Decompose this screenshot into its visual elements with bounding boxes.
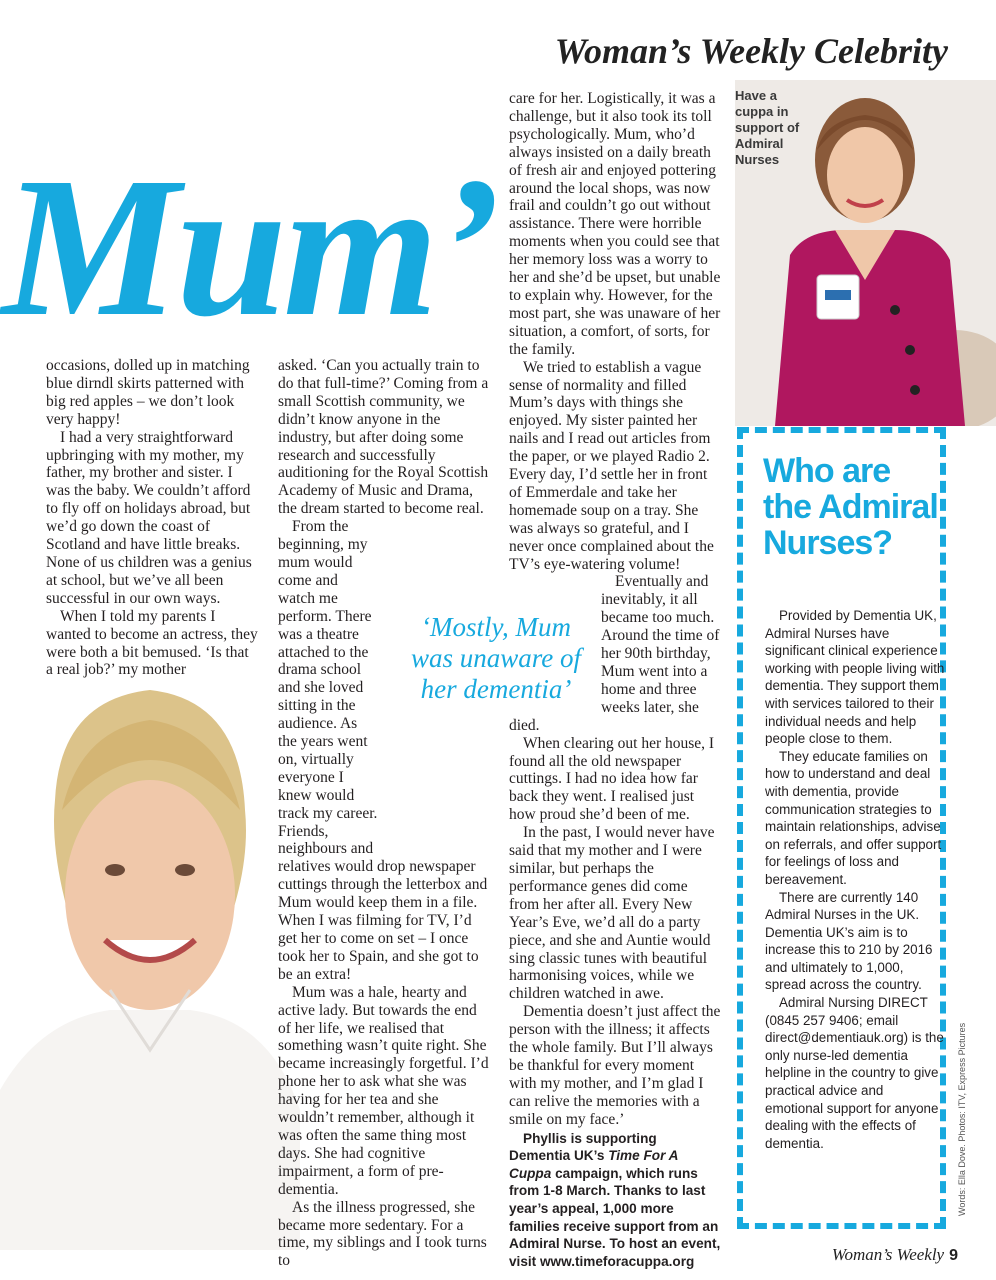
paragraph: When I told my parents I wanted to become an actress, they were both a bit bemused. ‘Is that a real job?’ my mother (46, 607, 258, 679)
paragraph: Admiral Nursing DIRECT (0845 257 9406; email direct@dementiauk.org) is the only nurse-led dementia helpline in the country to give practical advice and emotional support for anyone dealing with the effects of dementia. (765, 995, 944, 1151)
sidebar-body (765, 607, 945, 1152)
paragraph: They educate families on how to understand and deal with dementia, provide communication strategies to maintain relationships, advise on referrals, and offer support for feelings of loss and bereavement. (765, 748, 942, 887)
paragraph: When clearing out her house, I found all the old newspaper cuttings. I had no idea how far back they went. I realised just how proud she’d been of me. (509, 734, 715, 824)
paragraph: occasions, dolled up in matching blue dirndl skirts patterned with big red apples – we don’t look very happy! (46, 357, 250, 428)
photo-credit: Words: Ella Dove. Photos: ITV, Express Pictures (957, 1022, 967, 1216)
page-footer (832, 1245, 958, 1265)
column-2 (278, 357, 490, 1270)
page-number: 9 (949, 1247, 958, 1264)
paragraph: There are currently 140 Admiral Nurses in the UK. Dementia UK’s aim is to increase this to 210 by 2016 and ultimately to 1,000, spread across the country. (765, 889, 933, 993)
paragraph: Mum was a hale, hearty and active lady. But towards the end of her life, we realised that something wasn’t quite right. She became increasingly forgetful. I’d phone her to ask what she was having for her tea and she wouldn’t remember, although it was often the same thing most days. She had cognitive impairment, a form of pre-dementia. (278, 983, 489, 1198)
paragraph: I had a very straightforward upbringing with my mother, my father, my brother and sister. I was the baby. We couldn’t afford to fly off on holidays abroad, but we’d go down the coast of Scotland and have little breaks. None of us children was a genius at school, but we’ve all been successful in our own ways. (46, 428, 252, 607)
actress-photo (0, 690, 300, 1250)
paragraph-text: From the beginning, my mum would come and watch me perform. There was a theatre attached to the drama school and she loved sitting in the audience. As the years went on, virtually everyone I knew would track my career. Friends, neighbours and relatives would drop newspaper cuttings through the letterbox and Mum would keep them in a file. When I was filming for TV, I’d get her to come on set – I once took her to Spain, and she got to be an extra! (278, 518, 488, 983)
photo-caption: Have a cuppa in support of Admiral Nurses (735, 88, 800, 167)
column-1 (46, 357, 259, 679)
paragraph: As the illness progressed, she became more sedentary. For a time, my siblings and I took turns to (278, 1198, 487, 1270)
paragraph: care for her. Logistically, it was a challenge, but it also took its toll psychologically. Mum, who’d always insisted on a daily breath of fresh air and enjoyed pottering around the local shops, was now frail and couldn’t go out without assistance. There were horrible moments when you could see that her memory loss was a worry to her and she’d be upset, but unable to explain why. However, for the most part, she was unaware of her situation, a comfort, of sorts, for the family. (509, 90, 721, 358)
paragraph: We tried to establish a vague sense of normality and filled Mum’s days with things she enjoyed. My sister painted her nails and I read out articles from the paper, or we played Radio 2. Every day, I’d settle her in front of Emmerdale and take her homemade soup on a tray. She was always so grateful, and I never once complained about the TV’s eye-watering volume! (509, 358, 714, 573)
campaign-note: Phyllis is supporting Dementia UK’s Time For A Cuppa campaign, which runs from 1-8 March. Thanks to last year’s appeal, 1,000 more families receive support from an Admiral Nurse. To host an event, visit www.timeforacuppa.org (509, 1130, 721, 1269)
headline: Mum’ (2, 137, 498, 358)
paragraph: asked. ‘Can you actually train to do that full-time?’ Coming from a small Scottish community, we didn’t know anyone in the industry, but after doing some research and successfully auditioning for the Royal Scottish Academy of Music and Drama, the dream started to become real. (278, 357, 489, 518)
header-title: Woman’s Weekly Celebrity (554, 31, 948, 71)
paragraph: Dementia doesn’t just affect the person with the illness; it affects the whole family. But I’ll always be thankful for every moment with my mother, and I’m glad I can relive the memories with a smile on my face.’ (509, 1003, 721, 1128)
sidebar-heading: Who are the Admiral Nurses? (763, 452, 938, 562)
sidebar-box (737, 427, 946, 1229)
paragraph: Provided by Dementia UK, Admiral Nurses have significant clinical experience working with people living with dementia. They support them with services tailored to their individual needs and help people close to them. (765, 608, 945, 747)
paragraph: In the past, I would never have said that my mother and I were similar, but perhaps the performance genes did come from her after all. Every New Year’s Eve, we’d all do a party piece, and she and Auntie would sing classic tunes with beautiful harmonising voices, while we children watched in awe. (509, 824, 715, 1003)
paragraph-text: Eventually and inevitably, it all became too much. Around the time of her 90th birthday, Mum went into a home and three weeks later, she died. (509, 573, 720, 734)
footer-magazine: Woman’s Weekly (831, 1245, 945, 1264)
paragraph (278, 518, 490, 984)
pull-quote: ‘Mostly, Mum was unaware of her dementia’ (410, 612, 581, 704)
